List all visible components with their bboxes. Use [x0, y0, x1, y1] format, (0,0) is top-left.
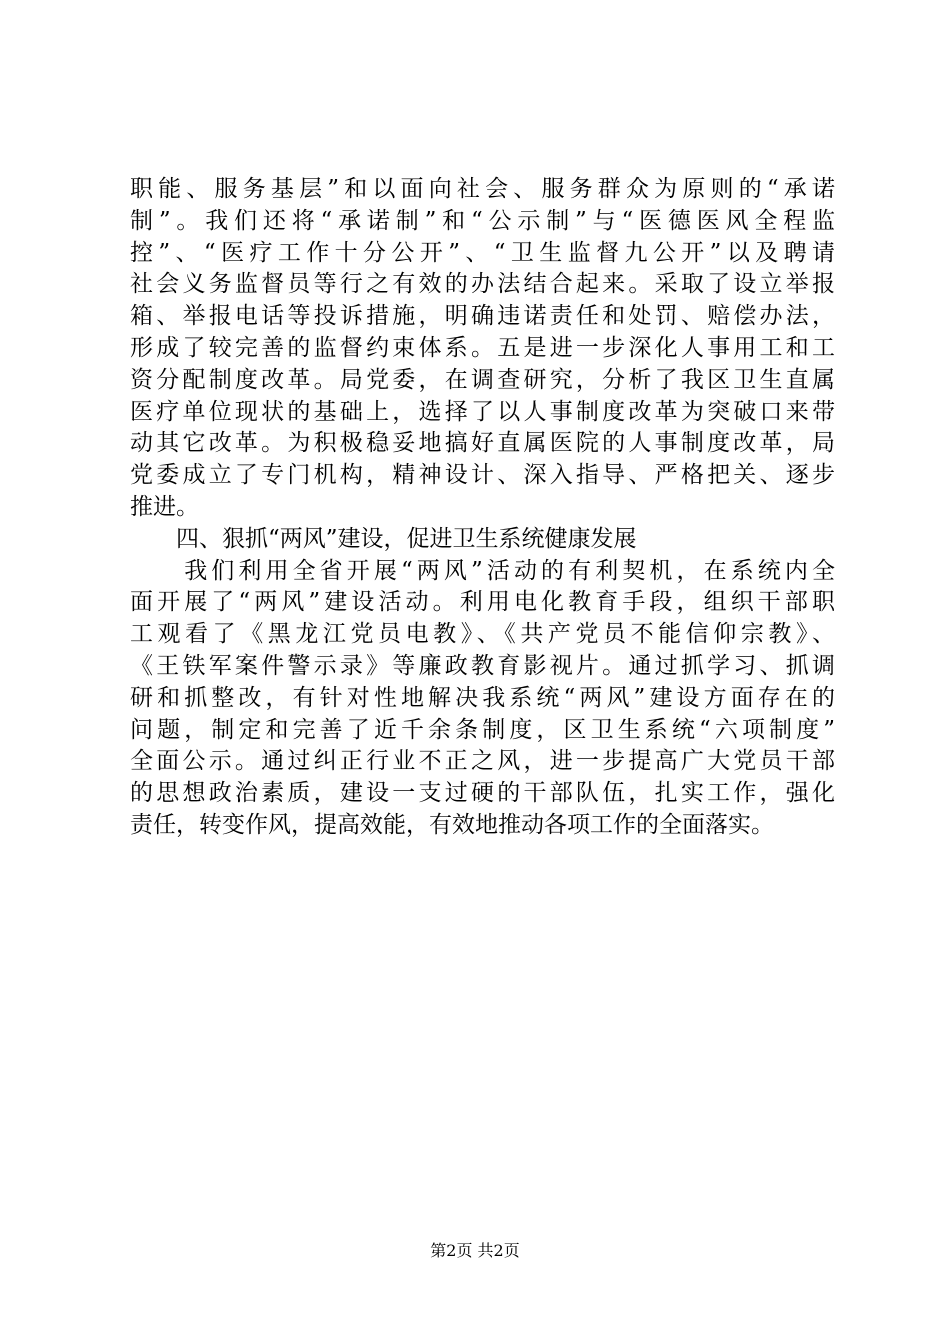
text-line: 动其它改革。为积极稳妥地搞好直属医院的人事制度改革，局 — [130, 430, 835, 457]
text-line: 《王铁军案件警示录》等廉政教育影视片。通过抓学习、抓调 — [130, 652, 835, 679]
text-line: 社会义务监督员等行之有效的办法结合起来。采取了设立举报 — [130, 271, 835, 298]
text-line: 问题，制定和完善了近千余条制度，区卫生系统“六项制度” — [130, 716, 835, 743]
text-line: 我们利用全省开展“两风”活动的有利契机，在系统内全 — [130, 557, 835, 584]
body-text — [130, 174, 835, 842]
text-line: 控”、“医疗工作十分公开”、“卫生监督九公开”以及聘请 — [130, 239, 835, 266]
text-line: 全面公示。通过纠正行业不正之风，进一步提高广大党员干部 — [130, 748, 835, 775]
text-line: 推进。 — [130, 493, 199, 520]
text-line: 医疗单位现状的基础上，选择了以人事制度改革为突破口来带 — [130, 398, 835, 425]
text-line: 责任，转变作风，提高效能，有效地推动各项工作的全面落实。 — [130, 811, 774, 838]
text-line: 研和抓整改，有针对性地解决我系统“两风”建设方面存在的 — [130, 684, 835, 711]
page-footer: 第2页 共2页 — [430, 1241, 520, 1260]
text-line: 形成了较完善的监督约束体系。五是进一步深化人事用工和工 — [130, 334, 835, 361]
text-line: 的思想政治素质，建设一支过硬的干部队伍，扎实工作，强化 — [130, 780, 835, 807]
text-line: 工观看了《黑龙江党员电教》、《共产党员不能信仰宗教》、 — [130, 621, 835, 648]
text-line: 职能、服务基层”和以面向社会、服务群众为原则的“承诺 — [130, 176, 835, 202]
text-line: 党委成立了专门机构，精神设计、深入指导、严格把关、逐步 — [130, 462, 835, 489]
text-line: 面开展了“两风”建设活动。利用电化教育手段，组织干部职 — [130, 589, 835, 616]
text-line: 箱、举报电话等投诉措施，明确违诺责任和处罚、赔偿办法， — [130, 303, 835, 330]
text-line: 四、狠抓“两风”建设，促进卫生系统健康发展 — [130, 525, 637, 552]
text-line: 资分配制度改革。局党委，在调查研究，分析了我区卫生直属 — [130, 366, 835, 393]
text-line: 制”。我们还将“承诺制”和“公示制”与“医德医风全程监 — [130, 207, 835, 234]
